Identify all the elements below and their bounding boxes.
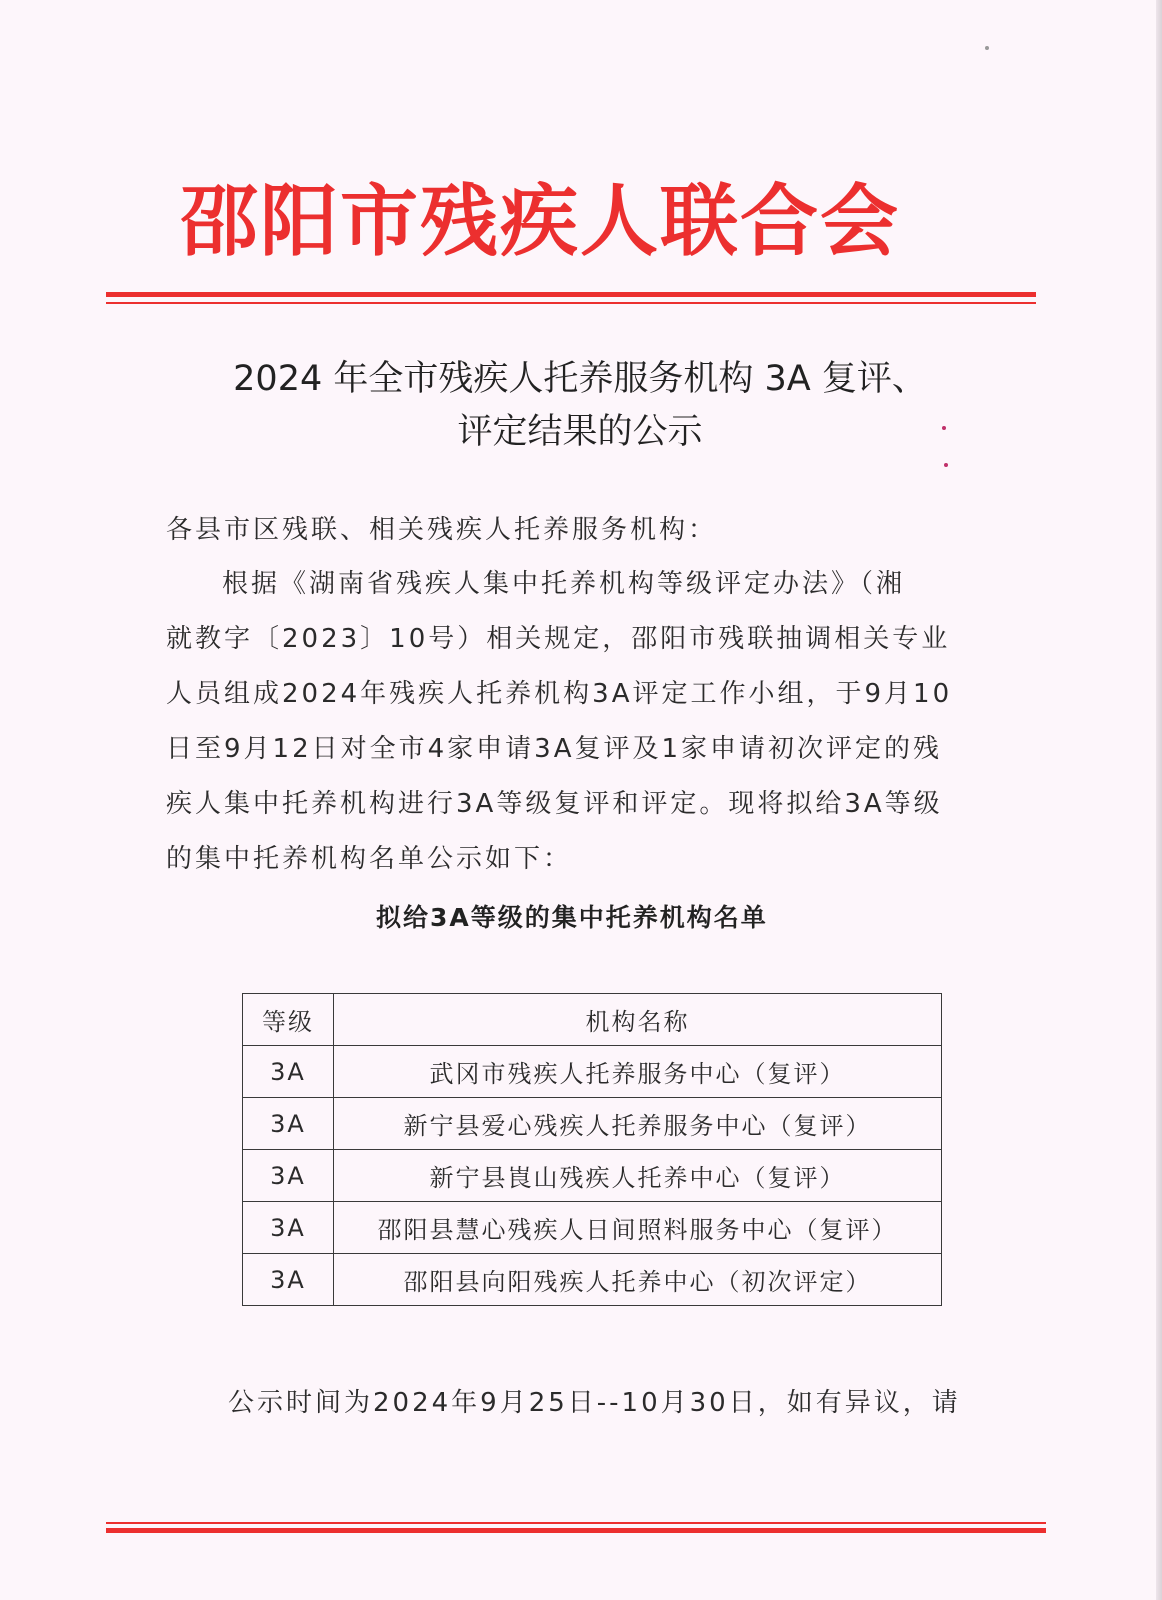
body-line-5: 疾人集中托养机构进行3A等级复评和评定。现将拟给3A等级 xyxy=(166,789,943,819)
row-institution-name: 邵阳县向阳残疾人托养中心（初次评定） xyxy=(334,1254,942,1306)
row-institution-name: 新宁县崀山残疾人托养中心（复评） xyxy=(334,1150,942,1202)
footer-red-rule-thin xyxy=(106,1522,1046,1524)
scan-speck xyxy=(944,463,948,467)
scan-speck xyxy=(985,46,989,50)
table-header-row xyxy=(243,994,942,1046)
body-line-4: 日至9月12日对全市4家申请3A复评及1家申请初次评定的残 xyxy=(166,734,943,764)
letterhead-red-rule-thin xyxy=(106,302,1036,304)
body-line-6: 的集中托养机构名单公示如下： xyxy=(166,844,573,874)
body-line-2: 就教字〔2023〕10号）相关规定，邵阳市残联抽调相关专业 xyxy=(166,624,951,654)
table-row xyxy=(243,1150,942,1202)
table-row xyxy=(243,1254,942,1306)
row-grade: 3A xyxy=(243,1254,334,1306)
salutation: 各县市区残联、相关残疾人托养服务机构： xyxy=(166,515,718,545)
row-grade: 3A xyxy=(243,1150,334,1202)
page-edge-shadow xyxy=(1156,0,1162,1600)
row-grade: 3A xyxy=(243,1046,334,1098)
table-caption: 拟给3A等级的集中托养机构名单 xyxy=(376,903,768,932)
body-line-1: 根据《湖南省残疾人集中托养机构等级评定办法》（湘 xyxy=(222,569,906,599)
letterhead-title: 邵阳市残疾人联合会 xyxy=(180,176,901,267)
row-grade: 3A xyxy=(243,1202,334,1254)
table-row xyxy=(243,1202,942,1254)
header-grade: 等级 xyxy=(243,994,334,1046)
row-institution-name: 新宁县爱心残疾人托养服务中心（复评） xyxy=(334,1098,942,1150)
table-row xyxy=(243,1098,942,1150)
document-title-line-1: 2024 年全市残疾人托养服务机构 3A 复评、 xyxy=(233,359,927,399)
institution-table xyxy=(242,993,942,1306)
row-institution-name: 武冈市残疾人托养服务中心（复评） xyxy=(334,1046,942,1098)
closing-line: 公示时间为2024年9月25日--10月30日，如有异议，请 xyxy=(228,1388,961,1418)
letterhead-red-rule-thick xyxy=(106,292,1036,297)
scan-speck xyxy=(942,426,946,430)
header-institution-name: 机构名称 xyxy=(334,994,942,1046)
body-line-3: 人员组成2024年残疾人托养机构3A评定工作小组，于9月10 xyxy=(166,679,953,709)
document-title-line-2: 评定结果的公示 xyxy=(457,412,703,452)
footer-red-rule-thick xyxy=(106,1528,1046,1533)
table-row xyxy=(243,1046,942,1098)
row-grade: 3A xyxy=(243,1098,334,1150)
row-institution-name: 邵阳县慧心残疾人日间照料服务中心（复评） xyxy=(334,1202,942,1254)
